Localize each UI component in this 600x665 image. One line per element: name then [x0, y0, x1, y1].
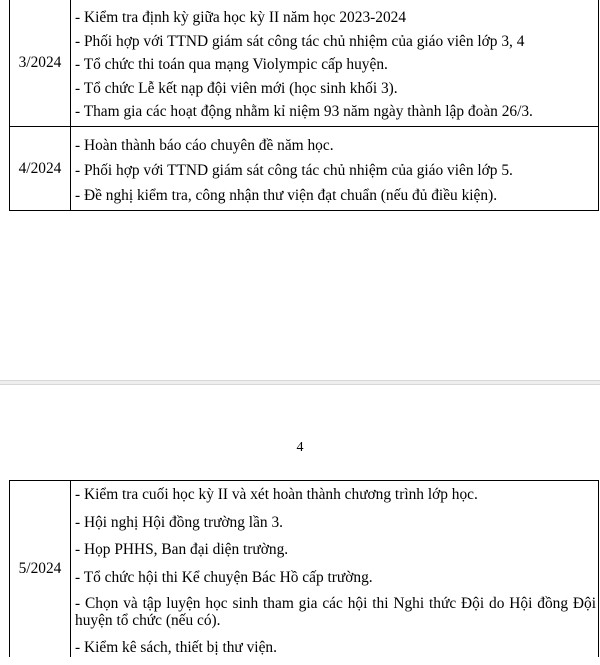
page-number: 4: [296, 440, 304, 455]
tasks-cell: [71, 126, 599, 210]
task-item: - Họp PHHS, Ban đại diện trường.: [75, 541, 289, 559]
task-item: - Kiểm tra cuối học kỳ II và xét hoàn thành chương trình lớp học.: [75, 486, 478, 503]
task-item: - Đề nghị kiểm tra, công nhận thư viện đạt chuẩn (nếu đủ điều kiện).: [75, 186, 498, 204]
task-item: - Kiểm kê sách, thiết bị thư viện.: [75, 638, 277, 656]
task-item: - Tổ chức hội thi Kể chuyện Bác Hồ cấp trường.: [75, 568, 373, 586]
table-row: [10, 481, 599, 657]
month-cell: 4/2024: [10, 126, 71, 210]
plan-table-top: [9, 0, 599, 211]
task-item: - Hội nghị Hội đồng trường lần 3.: [75, 513, 283, 531]
month-cell: 5/2024: [10, 481, 71, 657]
task-item: - Chọn và tập luyện học sinh tham gia các hội thi Nghi thức Đội do Hội đồng Đội huyện tổ chức (nếu có).: [75, 595, 596, 630]
task-item: - Phối hợp với TTND giám sát công tác chủ nhiệm của giáo viên lớp 3, 4: [75, 32, 525, 50]
table-row: [10, 0, 599, 126]
tasks-cell: [71, 481, 599, 657]
tasks-cell: [71, 0, 599, 126]
task-item: - Tổ chức Lễ kết nạp đội viên mới (học sinh khối 3).: [75, 79, 398, 97]
task-item: - Hoàn thành báo cáo chuyên đề năm học.: [75, 136, 334, 154]
task-item: - Phối hợp với TTND giám sát công tác chủ nhiệm của giáo viên lớp 5.: [75, 161, 513, 179]
plan-table-bottom: [9, 480, 599, 657]
table-row: [10, 126, 599, 210]
task-item: - Kiểm tra định kỳ giữa học kỳ II năm học 2023-2024: [75, 9, 407, 26]
document-page-bottom: [0, 385, 600, 665]
task-item: - Tham gia các hoạt động nhằm kỉ niệm 93 năm ngày thành lập đoàn 26/3.: [75, 103, 533, 121]
task-item: - Tổ chức thi toán qua mạng Violympic cấp huyện.: [75, 56, 388, 74]
month-cell: 3/2024: [10, 0, 71, 126]
